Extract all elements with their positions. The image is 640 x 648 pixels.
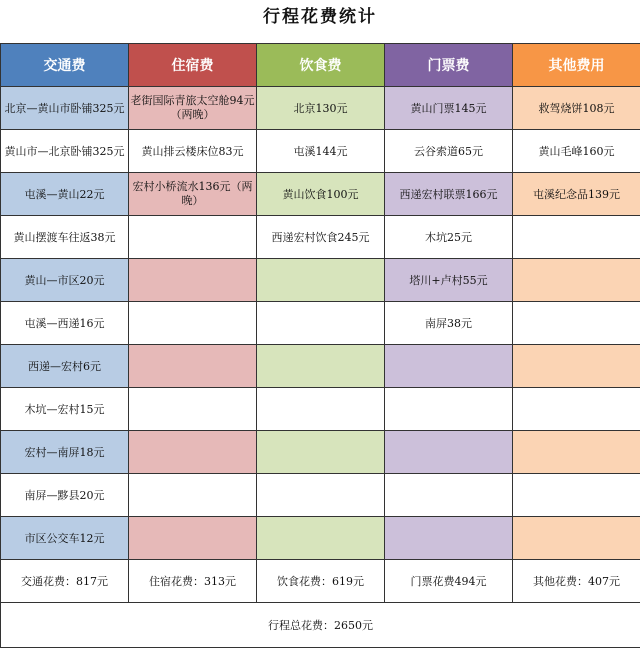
expense-table (0, 43, 640, 648)
table-cell (513, 216, 640, 259)
table-cell: 南屏38元 (385, 302, 513, 345)
header-row (1, 44, 640, 87)
table-cell (513, 302, 640, 345)
summary-lodging: 住宿花费：313元 (129, 560, 257, 603)
table-cell: 屯溪144元 (257, 130, 385, 173)
table-cell (257, 302, 385, 345)
table-cell: 西递宏村联票166元 (385, 173, 513, 216)
table-cell: 黄山门票145元 (385, 87, 513, 130)
total-cost: 行程总花费：2650元 (1, 603, 640, 648)
table-cell: 救驾烧饼108元 (513, 87, 640, 130)
table-cell (513, 388, 640, 431)
table-cell (129, 388, 257, 431)
table-cell: 木坑—宏村15元 (1, 388, 129, 431)
table-cell: 宏村—南屏18元 (1, 431, 129, 474)
table-cell (385, 388, 513, 431)
summary-food: 饮食花费：619元 (257, 560, 385, 603)
table-cell (385, 431, 513, 474)
table-cell: 黄山—市区20元 (1, 259, 129, 302)
table-cell (257, 345, 385, 388)
table-cell: 市区公交车12元 (1, 517, 129, 560)
table-cell: 黄山饮食100元 (257, 173, 385, 216)
summary-tickets: 门票花费494元 (385, 560, 513, 603)
table-cell: 木坑25元 (385, 216, 513, 259)
table-cell: 云谷索道65元 (385, 130, 513, 173)
table-cell (513, 474, 640, 517)
table-cell (257, 388, 385, 431)
table-cell (513, 259, 640, 302)
total-row (1, 603, 640, 648)
page-title: 行程花费统计 (263, 7, 377, 27)
header-lodging: 住宿费 (129, 44, 257, 87)
table-cell: 黄山排云楼床位83元 (129, 130, 257, 173)
table-cell (129, 259, 257, 302)
header-food: 饮食费 (257, 44, 385, 87)
header-tickets: 门票费 (385, 44, 513, 87)
table-cell: 屯溪—西递16元 (1, 302, 129, 345)
table-cell (385, 345, 513, 388)
table-cell: 塔川+卢村55元 (385, 259, 513, 302)
table-cell (257, 517, 385, 560)
table-row (1, 87, 640, 130)
table-cell (129, 431, 257, 474)
table-cell (385, 474, 513, 517)
table-cell: 屯溪纪念品139元 (513, 173, 640, 216)
table-cell: 西递—宏村6元 (1, 345, 129, 388)
table-row (1, 345, 640, 388)
table-cell (129, 302, 257, 345)
table-cell: 西递宏村饮食245元 (257, 216, 385, 259)
table-cell: 北京130元 (257, 87, 385, 130)
summary-row (1, 560, 640, 603)
table-cell: 老街国际青旅太空舱94元（两晚） (129, 87, 257, 130)
summary-transport: 交通花费：817元 (1, 560, 129, 603)
table-cell: 北京—黄山市卧铺325元 (1, 87, 129, 130)
table-cell (257, 259, 385, 302)
table-cell: 宏村小桥流水136元（两晚） (129, 173, 257, 216)
table-cell (129, 345, 257, 388)
table-cell: 黄山毛峰160元 (513, 130, 640, 173)
table-row (1, 216, 640, 259)
table-cell: 南屏—黟县20元 (1, 474, 129, 517)
table-row (1, 431, 640, 474)
header-transport: 交通费 (1, 44, 129, 87)
table-cell (129, 517, 257, 560)
table-row (1, 173, 640, 216)
table-cell (513, 345, 640, 388)
table-row (1, 388, 640, 431)
header-other: 其他费用 (513, 44, 640, 87)
table-cell: 黄山市—北京卧铺325元 (1, 130, 129, 173)
table-cell: 黄山摆渡车往返38元 (1, 216, 129, 259)
table-cell (129, 216, 257, 259)
table-row (1, 517, 640, 560)
table-cell (513, 431, 640, 474)
table-row (1, 302, 640, 345)
table-row (1, 130, 640, 173)
table-cell (257, 431, 385, 474)
table-row (1, 474, 640, 517)
table-cell (129, 474, 257, 517)
table-cell: 屯溪—黄山22元 (1, 173, 129, 216)
table-cell (513, 517, 640, 560)
table-row (1, 259, 640, 302)
table-cell (257, 474, 385, 517)
table-cell (385, 517, 513, 560)
summary-other: 其他花费：407元 (513, 560, 640, 603)
